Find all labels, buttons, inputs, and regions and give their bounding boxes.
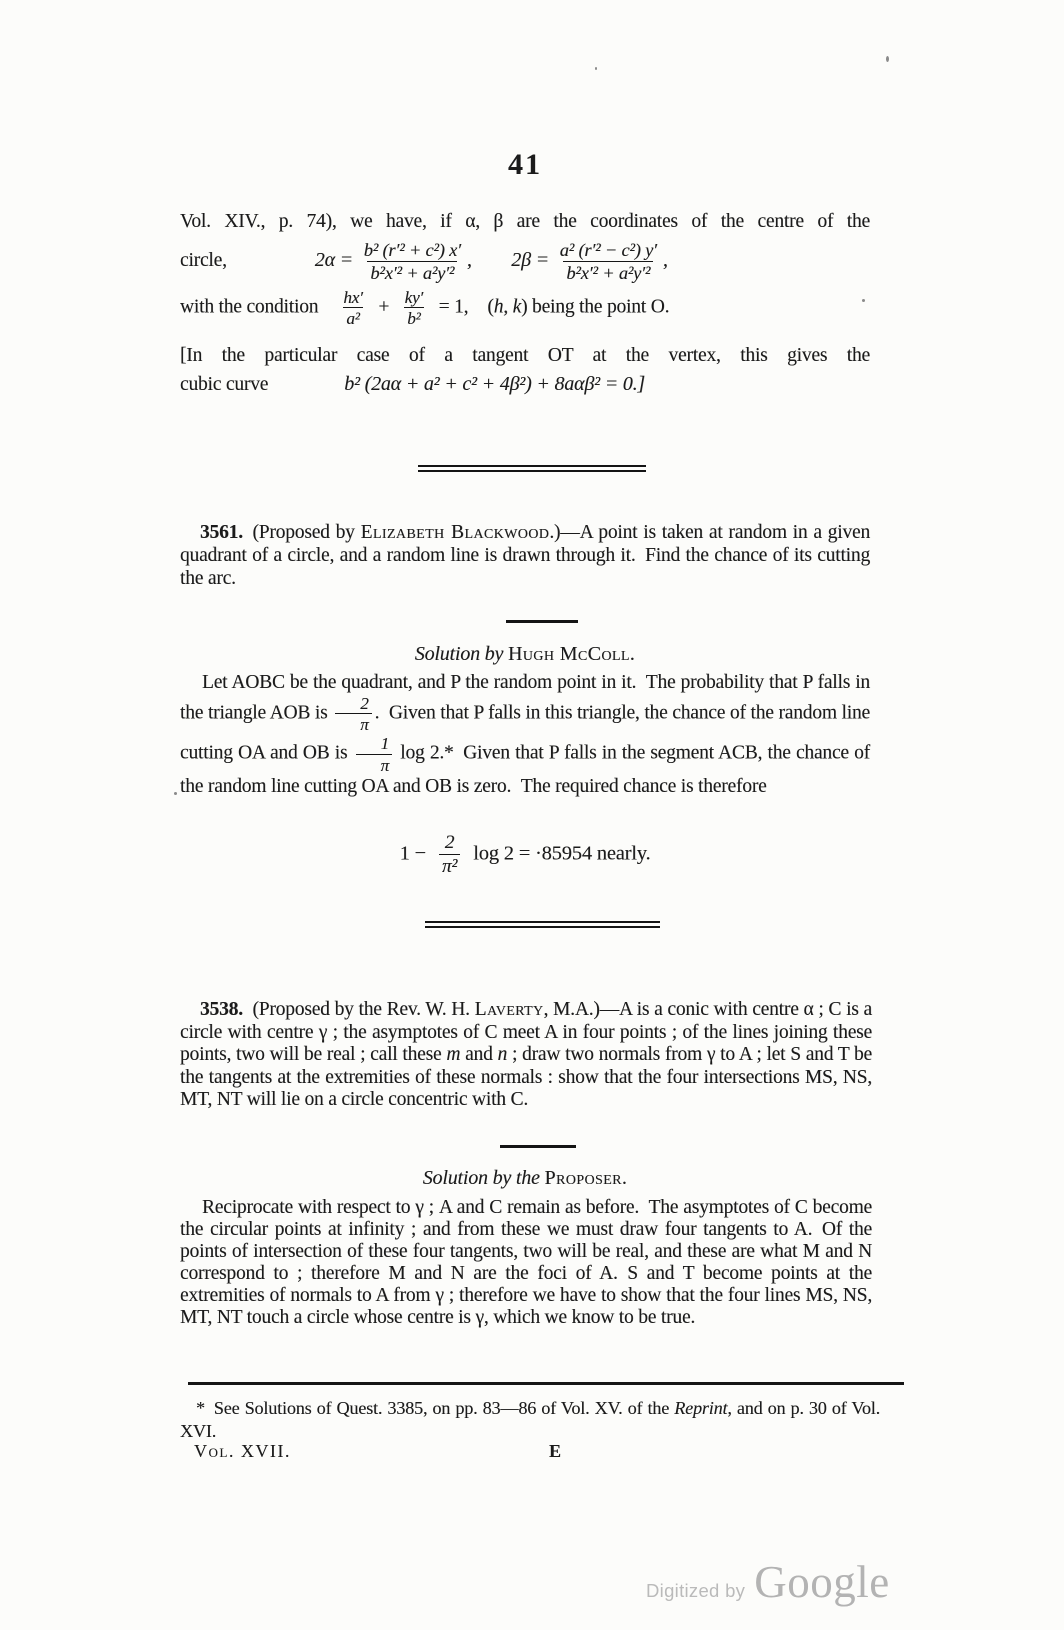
cubic-curve-equation: b² (2aα + a² + c² + 4β²) + 8aαβ² = 0.] <box>344 373 645 395</box>
condition-equation-row: with the condition $\frac{hx'}{\text{a²}}$ + $\frac{ky'}{\text{b²}}$ = 1, (h, k) being the point O. <box>180 288 670 329</box>
solution-3538-paragraph: Reciprocate with respect to γ ; A and C remain as before. The asymptotes of C become the circular points at infinity ; and from these we must draw four tangents to A. Of the points of intersection of these four tangents, two will be real, and these are what M and N correspond to ; therefore M and N are the foci of A. S and T become points at the extremities of normals to A from γ ; therefore we have to show that the four lines MS, NS, MT, NT touch a circle whose centre is γ, which we know to be true. <box>180 1197 872 1328</box>
short-divider <box>506 620 578 623</box>
solution-3538-heading: Solution by the Proposer. <box>422 1167 628 1189</box>
equation-label-cubic: cubic curve <box>180 374 269 395</box>
cubic-curve-row <box>180 373 870 396</box>
google-logo: Google <box>754 1557 890 1607</box>
result-equation: 1 − $\frac{2}{\text{π²}}$ log 2 = ·85954 nearly. <box>399 832 651 877</box>
scan-speck <box>595 67 597 70</box>
scan-speck <box>174 792 177 795</box>
equation-label-circle: circle, <box>180 250 227 272</box>
question-3561: 3561. (Proposed by Elizabeth Blackwood.)—A point is taken at random in a given quadrant of a circle, and a random line is drawn through it. Find the chance of its cutting the arc. <box>180 522 871 589</box>
bracket-remark <box>180 345 870 396</box>
section-divider <box>425 921 660 928</box>
section-divider <box>418 465 646 472</box>
coordinates-equation-row <box>180 240 870 283</box>
volume-label: Vol. XVII. <box>194 1441 291 1461</box>
question-3538: 3538. (Proposed by the Rev. W. H. Laverty, M.A.)—A is a conic with centre α ; C is a circle with centre γ ; the asymptotes of C meet A in four points ; of the lines joining these points, two will be real ; call these m and n ; draw two normals from γ to A ; let S and T be the tangents at the extremities of these normals : show that the four intersections MS, NS, MT, NT will lie on a circle concentric with C. <box>180 999 873 1110</box>
alpha-beta-equation: 2α = $\frac{\text{b² (r′² + c²) x′}}{\text{b²x′² + a²y′²}}$ , 2β = $\frac{\text{a² (r′² − c²) y′}}{\text{b²x′² + a²y′²}}$ , <box>314 240 668 283</box>
scan-speck <box>862 299 865 302</box>
intro-section <box>180 211 870 329</box>
scan-speck <box>886 56 889 62</box>
footnote-rule <box>188 1382 904 1385</box>
footnote: * See Solutions of Quest. 3385, on pp. 83—86 of Vol. XV. of the Reprint, and on p. 30 of Vol. XVI. <box>180 1398 880 1441</box>
intro-line: Vol. XIV., p. 74), we have, if α, β are the coordinates of the centre of the <box>180 211 870 232</box>
solution-3561-heading: Solution by Hugh McColl. <box>414 643 636 665</box>
footer-line <box>180 1441 880 1465</box>
signature-mark: E <box>549 1441 561 1461</box>
short-divider <box>500 1145 576 1148</box>
page-number: 41 <box>508 148 542 181</box>
watermark-prefix: Digitized by <box>646 1580 746 1601</box>
digitized-watermark <box>646 1556 890 1608</box>
bracket-line: [In the particular case of a tangent OT at the vertex, this gives the <box>180 345 870 366</box>
solution-3561-paragraph: Let AOBC be the quadrant, and P the random point in it. The probability that P falls in the triangle AOB is $\frac{2}{\pi}$ . Given that P falls in this triangle, the chance of the random line cutting OA and OB is $\frac{1}{\pi}$ log 2.* Given that P falls in the segment ACB, the chance of the random line cutting OA and OB is zero. The required chance is therefore <box>180 672 870 797</box>
